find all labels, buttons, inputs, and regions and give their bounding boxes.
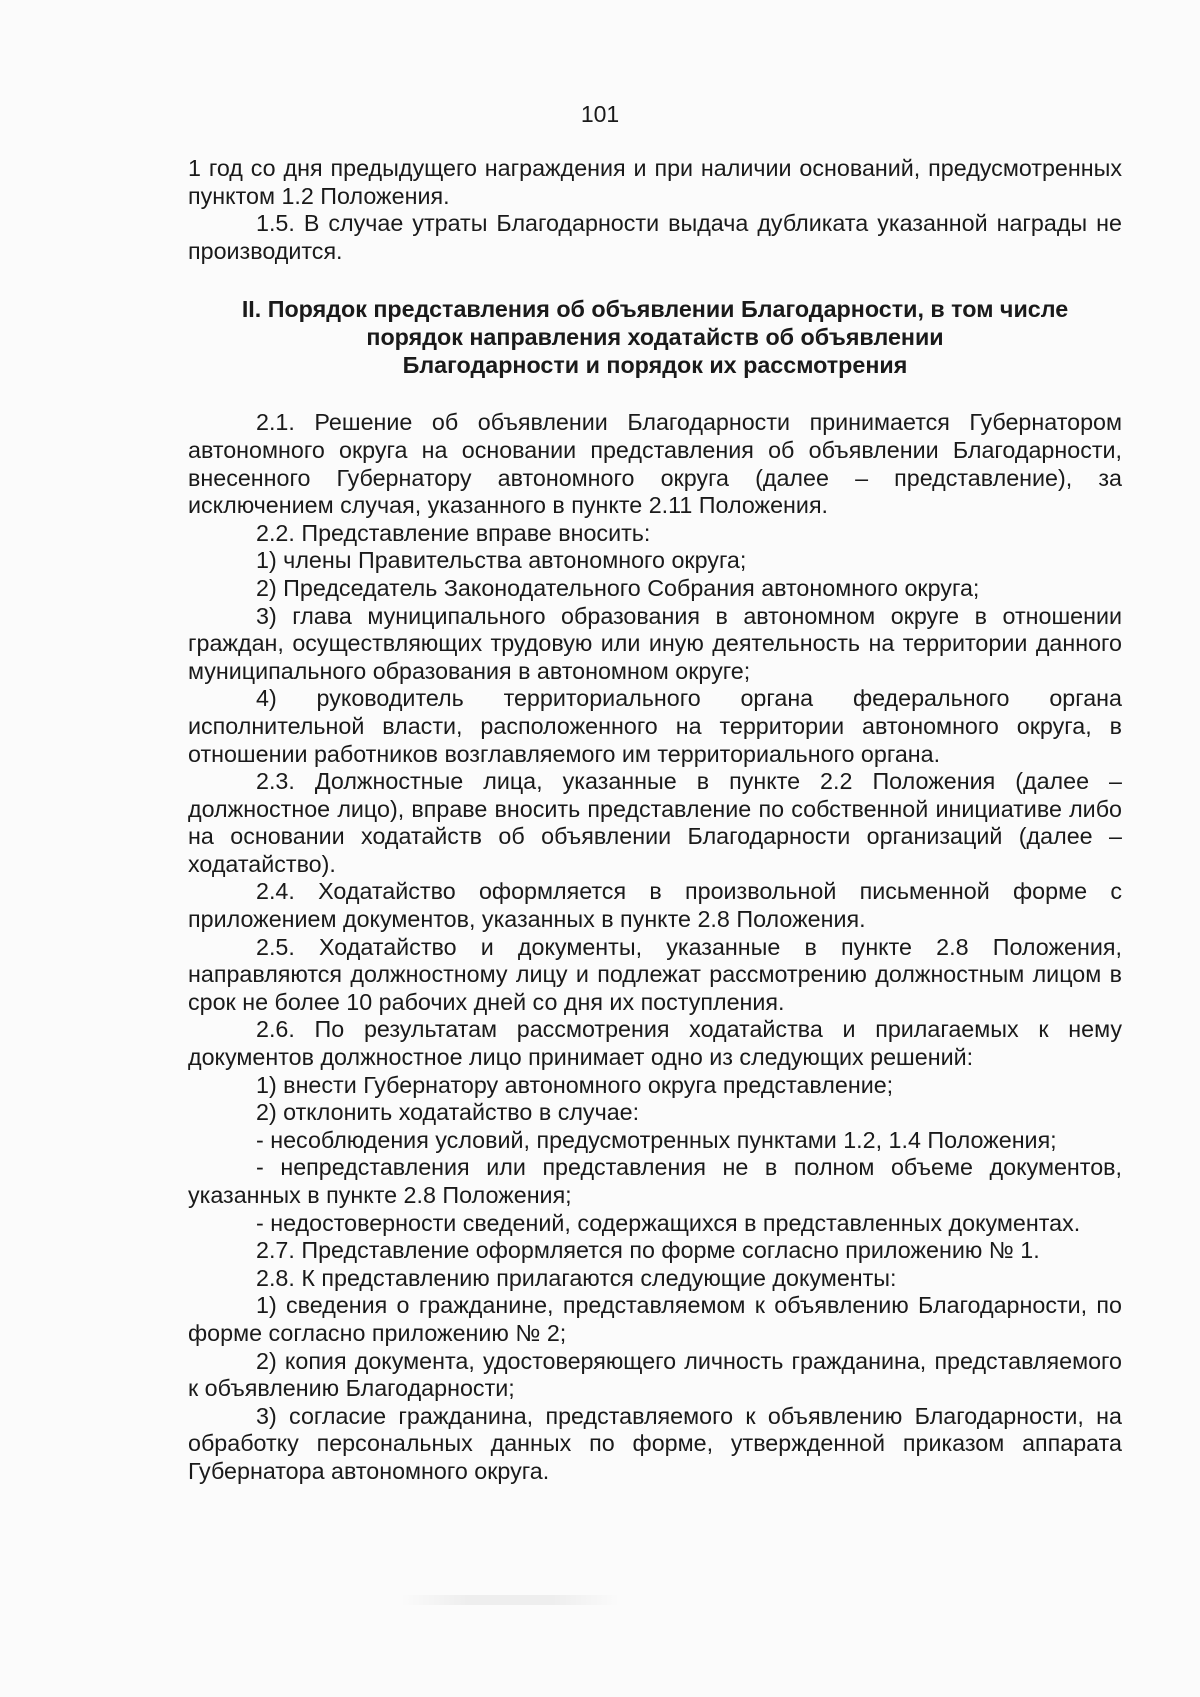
dash-item: - несоблюдения условий, предусмотренных пунктами 1.2, 1.4 Положения; xyxy=(256,1126,1057,1153)
paragraph-2-1: 2.1. Решение об объявлении Благодарности принимается Губернатором автономного округа на основании представления об объявлении Благодарности, внесенного Губернатору автономного округа (далее – представление), за исключением случая, указанного в пункте 2.11 Положения. xyxy=(188,409,1122,519)
paragraph-2-4: 2.4. Ходатайство оформляется в произвольной письменной форме с приложением документов, указанных в пункте 2.8 Положения. xyxy=(188,878,1122,933)
paragraph-2-6: 2.6. По результатам рассмотрения ходатайства и прилагаемых к нему документов должностное лицо принимает одно из следующих решений: xyxy=(188,1016,1122,1071)
list-item: 4) руководитель территориального органа федерального органа исполнительной власти, расположенного на территории автономного округа, в отношении работников возглавляемого им территориального органа. xyxy=(188,685,1122,767)
list-item: 1) члены Правительства автономного округа; xyxy=(256,547,747,574)
paragraph-1-5: 1.5. В случае утраты Благодарности выдача дубликата указанной награды не производится. xyxy=(188,210,1122,264)
section-heading xyxy=(188,295,1122,379)
list-item: 1) внести Губернатору автономного округа представление; xyxy=(256,1071,894,1098)
paragraph-2-3: 2.3. Должностные лица, указанные в пункте 2.2 Положения (далее – должностное лицо), вправе вносить представление по собственной инициативе либо на основании ходатайств об объявлении Благодарности организаций (далее – ходатайство). xyxy=(188,768,1122,877)
section-heading-line-3: Благодарности и порядок их рассмотрения xyxy=(402,352,908,379)
list-item: 1) сведения о гражданине, представляемом к объявлению Благодарности, по форме согласно приложению № 2; xyxy=(188,1292,1122,1346)
document-body xyxy=(188,155,1122,1486)
section-heading-line-2: порядок направления ходатайств об объявлении xyxy=(366,324,944,351)
paragraph-2-8: 2.8. К представлению прилагаются следующие документы: xyxy=(256,1264,897,1291)
continuation-paragraph: 1 год со дня предыдущего награждения и при наличии оснований, предусмотренных пунктом 1.2 Положения. xyxy=(188,155,1122,209)
paragraph-2-7: 2.7. Представление оформляется по форме согласно приложению № 1. xyxy=(256,1237,1040,1264)
list-item: 3) согласие гражданина, представляемого к объявлению Благодарности, на обработку персональных данных по форме, утвержденной приказом аппарата Губернатора автономного округа. xyxy=(188,1402,1122,1484)
paragraph-2-5: 2.5. Ходатайство и документы, указанные в пункте 2.8 Положения, направляются должностному лицу и подлежат рассмотрению должностным лицом в срок не более 10 рабочих дней со дня их поступления. xyxy=(188,933,1122,1015)
paragraph-2-2: 2.2. Представление вправе вносить: xyxy=(256,519,651,546)
list-item: 3) глава муниципального образования в автономном округе в отношении граждан, осуществляющих трудовую или иную деятельность на территории данного муниципального образования в автономном округе; xyxy=(188,602,1122,684)
scan-artifact xyxy=(400,1595,620,1605)
list-item: 2) Председатель Законодательного Собрания автономного округа; xyxy=(256,574,980,601)
dash-item: - непредставления или представления не в полном объеме документов, указанных в пункте 2.8 Положения; xyxy=(188,1154,1122,1208)
section-heading-line-1: II. Порядок представления об объявлении Благодарности, в том числе xyxy=(241,296,1069,323)
page-number: 101 xyxy=(580,101,620,127)
dash-item: - недостоверности сведений, содержащихся в представленных документах. xyxy=(256,1209,1081,1236)
list-item: 2) отклонить ходатайство в случае: xyxy=(256,1099,640,1126)
list-item: 2) копия документа, удостоверяющего личность гражданина, представляемого к объявлению Благодарности; xyxy=(188,1347,1122,1402)
